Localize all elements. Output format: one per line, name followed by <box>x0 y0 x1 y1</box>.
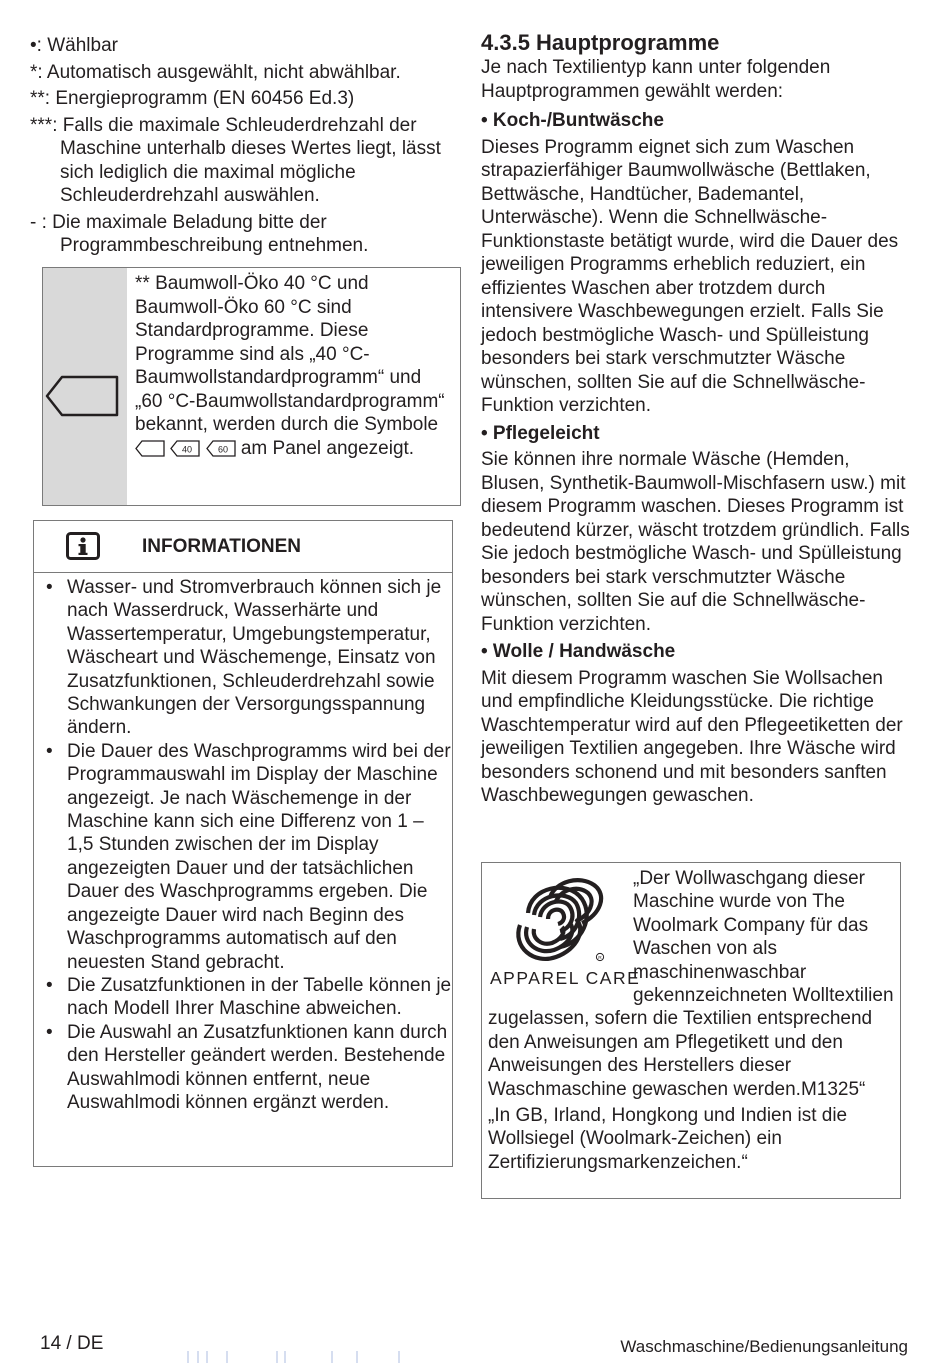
info-list <box>34 576 452 1114</box>
label-tag-icon <box>45 374 119 418</box>
program-heading: • Wolle / Handwäsche <box>481 641 676 662</box>
program-heading: • Pflegeleicht <box>481 422 600 444</box>
tag-60-label: 60 <box>217 444 228 454</box>
note-text: ** Baumwoll-Öko 40 °C und Baumwoll-Öko 60 °C sind Standardprogramme. Diese Programme sind als „40 °C-Baumwollstandardprogramm“ und „60 °C-Baumwollstandardprogramm“ bekannt, werden durch die Symbole 40 60 am Panel angezeigt. <box>135 273 445 459</box>
woolmark-quote: „In GB, Irland, Hongkong und Indien ist die Wollsiegel (Woolmark-Zeichen) ein Zertifizierungsmarkenzeichen.“ <box>488 1105 848 1173</box>
tag-60-symbol-icon <box>206 440 236 457</box>
legend-item: *: Automatisch ausgewählt, nicht abwählbar. <box>30 61 401 83</box>
info-box <box>33 520 453 1167</box>
info-header <box>34 521 452 573</box>
woolmark-text <box>488 867 894 1174</box>
page-number: 14 / DE <box>40 1333 104 1354</box>
legend <box>30 34 462 258</box>
program-text: Sie können ihre normale Wäsche (Hemden, Blusen, Synthetik-Baumwoll-Mischfasern usw.) mit diesem Programm waschen. Dieses Programm ist bedeutend kürzer, wäscht trotzdem gründlich. Falls Sie jedoch bestmögliche Wasch- und Spülleistung besonders bei stark verschmutzter Wäsche wünschen, sollten Sie auf die Schnellwäsche-Funktion verzichten. <box>481 449 910 635</box>
main-programs-section <box>481 30 911 808</box>
legend-item: ***: Falls die maximale Schleuderdrehzahl der Maschine unterhalb dieses Wertes liegt, lässt sich lediglich die maximal mögliche Schleuderdrehzahl auswählen. <box>30 114 441 206</box>
program-text: Mit diesem Programm waschen Sie Wollsachen und empfindliche Kleidungsstücke. Die richtige Waschtemperatur wird auf den Pflegeetiketten der jeweiligen Textilien angegeben. Ihre Wäsche wird besonders schonend und mit besonders sanften Waschbewegungen gewaschen. <box>481 667 903 806</box>
section-title: 4.3.5 Hauptprogramme <box>481 30 720 55</box>
tag-40-label: 40 <box>182 444 193 454</box>
legend-item: •: Wählbar <box>30 35 118 56</box>
tag-symbol-icon <box>135 440 165 457</box>
legend-item: - : Die maximale Beladung bitte der Programmbeschreibung entnehmen. <box>30 211 369 256</box>
info-item: • Die Zusatzfunktionen in der Tabelle können je nach Modell Ihrer Maschine abweichen. <box>34 974 452 1021</box>
legend-item: **: Energieprogramm (EN 60456 Ed.3) <box>30 88 355 109</box>
program-text: Dieses Programm eignet sich zum Waschen strapazierfähiger Baumwollwäsche (Bettlaken, Bettwäsche, Handtücher, Bademantel, Unterwäsche). Wenn die Schnellwäsche-Funktionstaste betätigt wurde, wird die Dauer des jeweiligen Programms erheblich reduziert, ein effizientes Waschen aber trotzdem durch intensivere Waschbewegungen erzielt. Falls Sie jedoch bestmögliche Wasch- und Spülleistung besonders bei stark verschmutzter Wäsche wünschen, sollten Sie auf die Schnellwäsche-Funktion verzichten. <box>481 136 899 416</box>
note-box <box>42 267 461 506</box>
woolmark-box <box>481 862 901 1199</box>
woolmark-caption: APPAREL CARE <box>490 968 641 988</box>
info-item: • Wasser- und Stromverbrauch können sich je nach Wasserdruck, Wasserhärte und Wassertemperatur, Umgebungstemperatur, Wäscheart und Wäschemenge, Einsatz von Zusatzfunktionen, Schleuderdrehzahl sowie Schwankungen der Versorgungsspannung ändern. <box>34 576 452 740</box>
woolmark-quote: „Der Wollwaschgang dieser Maschine wurde von The Woolmark Company für das Waschen von als maschinenwaschbar gekennzeichneten Wolltextilien zugelassen, sofern die Textilien entsprechend den Anweisungen am Pflegetikett und den Anweisungen des Herstellers dieser Waschmaschine gewaschen werden.M1325“ <box>488 868 894 1100</box>
program-heading: • Koch-/Buntwäsche <box>481 110 664 131</box>
info-item: • Die Dauer des Waschprogramms wird bei der Programmauswahl im Display der Maschine angezeigt. Je nach Wäschemenge in der Maschine kann sich eine Differenz von 1 – 1,5 Stunden zwischen der im Display angezeigten Dauer und der tatsächlichen Dauer des Waschprogramms ergeben. Die angezeigte Dauer wird nach Beginn des Waschprogramms automatisch auf den neuesten Stand gebracht. <box>34 740 452 974</box>
info-icon <box>66 532 100 560</box>
info-item: • Die Auswahl an Zusatzfunktionen kann durch den Hersteller geändert werden. Bestehende Auswahlmodi können entfernt, neue Auswahlmodi können ergänzt werden. <box>34 1021 452 1115</box>
print-marks <box>185 1351 405 1363</box>
document-title: Waschmaschine/Bedienungsanleitung <box>620 1337 908 1356</box>
tag-40-symbol-icon <box>170 440 200 457</box>
section-intro: Je nach Textilientyp kann unter folgenden Hauptprogrammen gewählt werden: <box>481 57 831 102</box>
svg-text:R: R <box>598 956 602 961</box>
info-title: INFORMATIONEN <box>142 536 302 557</box>
